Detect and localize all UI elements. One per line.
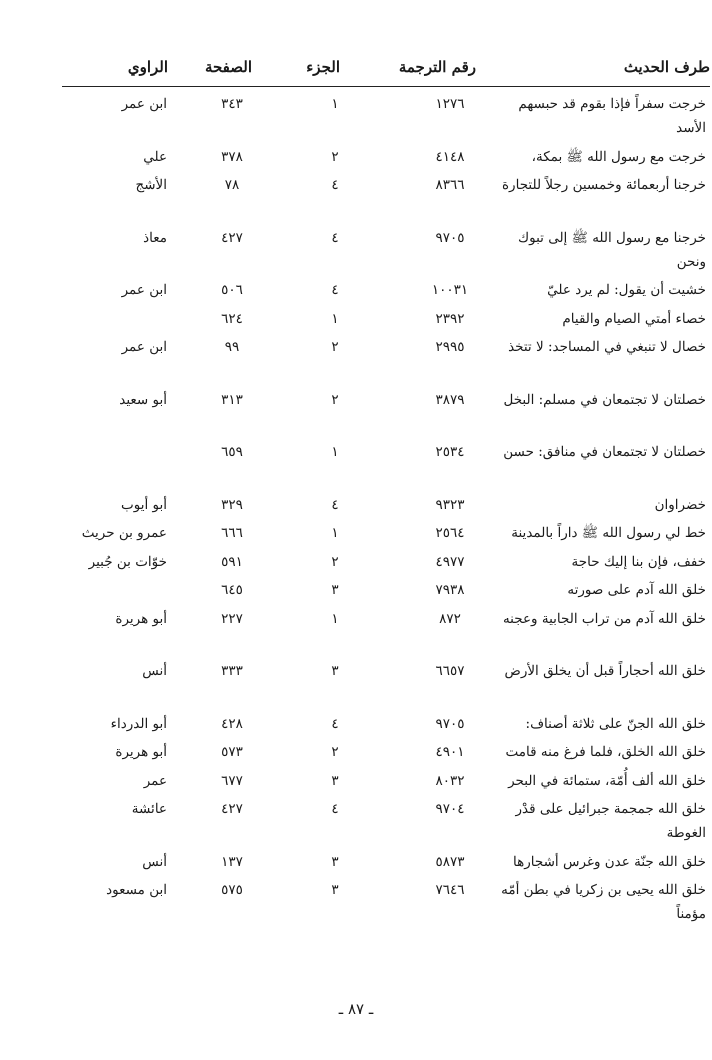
narrator-cell: ابن عمر [121, 282, 167, 298]
hadith-cell: خصاء أمتي الصيام والقيام [562, 310, 706, 327]
page-cell: ٥٧٣ [221, 744, 243, 760]
hadith-cell: خلق الله جنّة عدن وغرس أشجارها [513, 853, 706, 870]
hadith-cell: خلق الله أحجاراً قبل أن يخلق الأرض [504, 663, 706, 679]
table-header [62, 52, 710, 87]
number-cell: ٧٦٤٦ [435, 882, 465, 898]
juz-cell: ٣ [331, 582, 339, 598]
hadith-cell: خلق الله آدم من تراب الجابية وعجنه [502, 610, 706, 627]
page-cell: ٣٤٣ [221, 96, 243, 112]
page-cell: ١٣٧ [221, 853, 243, 870]
juz-cell: ١ [331, 96, 339, 112]
hadith-cell: خصلتان لا تجتمعان في مسلم: البخل [503, 391, 706, 408]
number-cell: ٤٩٧٧ [435, 553, 465, 570]
hadith-cell: خضراوان [654, 496, 706, 513]
page-cell: ٥٠٦ [221, 282, 243, 298]
page-cell: ٥٩١ [221, 553, 243, 570]
juz-cell: ٣ [331, 663, 339, 679]
hadith-cell: خصال لا تنبغي في المساجد: لا تتخذ [508, 339, 706, 355]
header-narrator: الراوي [127, 58, 168, 76]
number-cell: ٧٩٣٨ [435, 582, 465, 598]
narrator-cell: ابن عمر [121, 339, 167, 355]
juz-cell: ٣ [331, 772, 339, 789]
page-cell: ٩٩ [224, 339, 240, 355]
juz-cell: ٢ [331, 339, 339, 355]
hadith-cell: خرجت سفراً فإذا بقوم قد حبسهم الأسد [518, 96, 706, 136]
narrator-cell: ابن عمر [121, 96, 167, 112]
juz-cell: ٤ [331, 496, 339, 513]
hadith-cell: خرجنا أربعمائة وخمسين رجلاً للتجارة [501, 177, 706, 193]
number-cell: ٤٩٠١ [435, 744, 465, 760]
juz-cell: ١ [331, 444, 339, 460]
header-hadith: طرف الحديث [623, 58, 710, 76]
juz-cell: ٣ [331, 853, 339, 870]
page-cell: ٣٧٨ [221, 148, 243, 165]
header-number: رقم الترجمة [398, 58, 476, 76]
hadith-cell: خلق الله يحيى بن زكريا في بطن أمّه مؤمناً [501, 882, 706, 922]
juz-cell: ٣ [331, 882, 339, 898]
number-cell: ٢٥٣٤ [435, 444, 465, 460]
number-cell: ٩٣٢٣ [435, 496, 465, 513]
page-cell: ٦٤٥ [221, 582, 243, 598]
narrator-cell: الأشج [135, 177, 167, 193]
page-cell: ٤٢٨ [221, 715, 243, 732]
hadith-cell: خلق الله آدم على صورته [567, 582, 706, 598]
hadith-cell: خط لي رسول الله ﷺ داراً بالمدينة [511, 525, 706, 541]
page-cell: ٣٢٩ [221, 496, 243, 513]
narrator-cell: أبو هريرة [115, 610, 167, 627]
page-cell: ٥٧٥ [221, 882, 243, 898]
narrator-cell: أنس [142, 663, 167, 679]
juz-cell: ٢ [331, 148, 339, 165]
hadith-cell: خلق الله جمجمة جبرائيل على قدْر الغوطة [515, 801, 706, 841]
narrator-cell: أبو أيوب [121, 496, 167, 513]
number-cell: ٨٣٦٦ [435, 177, 465, 193]
hadith-cell: خرجت مع رسول الله ﷺ بمكة، [531, 148, 706, 165]
page-cell: ٣٣٣ [221, 663, 243, 679]
number-cell: ٢٥٦٤ [435, 525, 465, 541]
juz-cell: ٤ [331, 801, 339, 817]
hadith-cell: خفف، فإن بنا إليك حاجة [571, 553, 706, 570]
page-cell: ٦٢٤ [221, 310, 243, 327]
narrator-cell: عمر [143, 772, 167, 789]
number-cell: ٨٠٣٢ [435, 772, 465, 789]
page-cell: ٧٨ [224, 177, 240, 193]
juz-cell: ١ [331, 610, 339, 627]
narrator-cell: معاذ [143, 229, 167, 246]
page-cell: ٢٢٧ [221, 610, 243, 627]
page-cell: ٤٢٧ [221, 229, 243, 246]
number-cell: ٤١٤٨ [435, 148, 465, 165]
hadith-cell: خلق الله الجنّ على ثلاثة أصناف: [525, 715, 706, 732]
header-juz: الجزء [306, 58, 340, 76]
number-cell: ٨٧٢ [439, 610, 461, 627]
juz-cell: ٢ [331, 391, 339, 408]
number-cell: ٩٧٠٥ [435, 715, 465, 732]
narrator-cell: علي [143, 148, 167, 165]
number-cell: ٥٨٧٣ [435, 853, 465, 870]
header-page: الصفحة [204, 58, 252, 76]
number-cell: ١٢٧٦ [435, 96, 465, 112]
page-cell: ٤٢٧ [221, 801, 243, 817]
number-cell: ٦٦٥٧ [435, 663, 465, 679]
hadith-cell: خلق الله الخلق، فلما فرغ منه قامت [505, 744, 706, 760]
number-cell: ٣٨٧٩ [435, 391, 465, 408]
narrator-cell: أبو سعيد [119, 391, 167, 408]
juz-cell: ٢ [331, 553, 339, 570]
number-cell: ١٠٠٣١ [431, 282, 469, 298]
page-cell: ٦٦٦ [221, 525, 243, 541]
number-cell: ٢٩٩٥ [435, 339, 465, 355]
narrator-cell: أبو هريرة [115, 744, 167, 760]
narrator-cell: خوّات بن جُبير [88, 553, 167, 570]
narrator-cell: أنس [142, 853, 167, 870]
narrator-cell: عائشة [131, 801, 167, 817]
juz-cell: ١ [331, 525, 339, 541]
hadith-cell: خرجنا مع رسول الله ﷺ إلى تبوك ونحن [517, 229, 706, 270]
juz-cell: ٢ [331, 744, 339, 760]
number-cell: ٢٣٩٢ [435, 310, 465, 327]
narrator-cell: ابن مسعود [106, 882, 167, 898]
juz-cell: ١ [331, 310, 339, 327]
narrator-cell: أبو الدرداء [110, 715, 167, 732]
page-cell: ٦٧٧ [221, 772, 243, 789]
page-number: ـ ٨٧ ـ [338, 1000, 374, 1018]
number-cell: ٩٧٠٤ [435, 801, 465, 817]
juz-cell: ٤ [331, 715, 339, 732]
juz-cell: ٤ [331, 229, 339, 246]
hadith-cell: خصلتان لا تجتمعان في منافق: حسن [503, 444, 706, 460]
juz-cell: ٤ [331, 282, 339, 298]
juz-cell: ٤ [331, 177, 339, 193]
hadith-cell: خشيت أن يقول: لم يرد عليّ [547, 282, 706, 298]
page-cell: ٦٥٩ [221, 444, 243, 460]
number-cell: ٩٧٠٥ [435, 229, 465, 246]
hadith-cell: خلق الله ألف أُمّة، ستمائة في البحر [508, 772, 706, 789]
narrator-cell: عمرو بن حريث [81, 525, 167, 541]
page-cell: ٣١٣ [221, 391, 243, 408]
